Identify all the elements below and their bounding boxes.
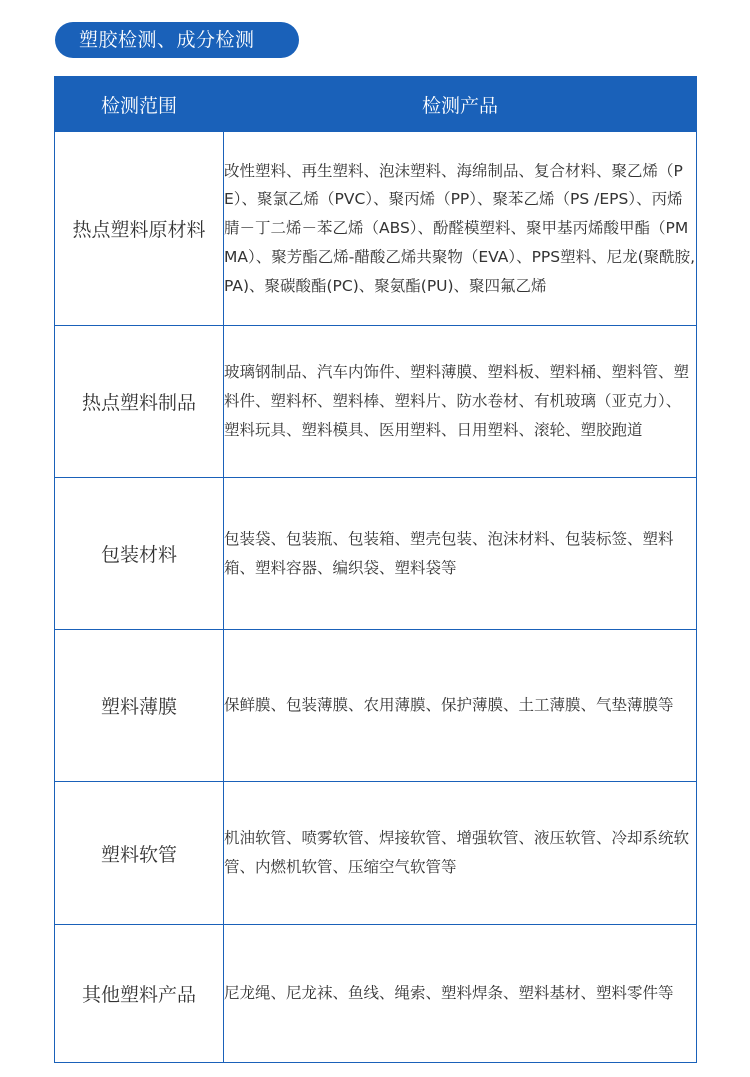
header-scope: 检测范围 bbox=[55, 77, 224, 132]
inspection-table bbox=[54, 76, 697, 1063]
row-category: 塑料薄膜 bbox=[55, 630, 224, 782]
table-row bbox=[55, 132, 697, 326]
row-products: 保鲜膜、包装薄膜、农用薄膜、保护薄膜、土工薄膜、气垫薄膜等 bbox=[224, 630, 697, 782]
table-row bbox=[55, 925, 697, 1063]
row-products: 尼龙绳、尼龙袜、鱼线、绳索、塑料焊条、塑料基材、塑料零件等 bbox=[224, 925, 697, 1063]
table-row bbox=[55, 478, 697, 630]
table-header-row bbox=[55, 77, 697, 132]
row-products: 机油软管、喷雾软管、焊接软管、增强软管、液压软管、冷却系统软管、内燃机软管、压缩空气软管等 bbox=[224, 782, 697, 925]
row-category: 其他塑料产品 bbox=[55, 925, 224, 1063]
table-row bbox=[55, 630, 697, 782]
table-row bbox=[55, 326, 697, 478]
row-category: 热点塑料制品 bbox=[55, 326, 224, 478]
row-products: 包装袋、包装瓶、包装箱、塑壳包装、泡沫材料、包装标签、塑料箱、塑料容器、编织袋、塑料袋等 bbox=[224, 478, 697, 630]
table-row bbox=[55, 782, 697, 925]
row-category: 塑料软管 bbox=[55, 782, 224, 925]
row-products: 玻璃钢制品、汽车内饰件、塑料薄膜、塑料板、塑料桶、塑料管、塑料件、塑料杯、塑料棒、塑料片、防水卷材、有机玻璃（亚克力）、塑料玩具、塑料模具、医用塑料、日用塑料、滚轮、塑胶跑道 bbox=[224, 326, 697, 478]
row-category: 热点塑料原材料 bbox=[55, 132, 224, 326]
header-products: 检测产品 bbox=[224, 77, 697, 132]
row-category: 包装材料 bbox=[55, 478, 224, 630]
section-title: 塑胶检测、成分检测 bbox=[55, 22, 299, 58]
row-products: 改性塑料、再生塑料、泡沫塑料、海绵制品、复合材料、聚乙烯（PE）、聚氯乙烯（PVC）、聚丙烯（PP）、聚苯乙烯（PS /EPS）、丙烯腈－丁二烯－苯乙烯（ABS）、酚醛模塑料、聚甲基丙烯酸甲酯（PMMA）、聚芳酯乙烯-醋酸乙烯共聚物（EVA）、PPS塑料、尼龙(聚酰胺,PA)、聚碳酸酯(PC)、聚氨酯(PU)、聚四氟乙烯 bbox=[224, 132, 697, 326]
